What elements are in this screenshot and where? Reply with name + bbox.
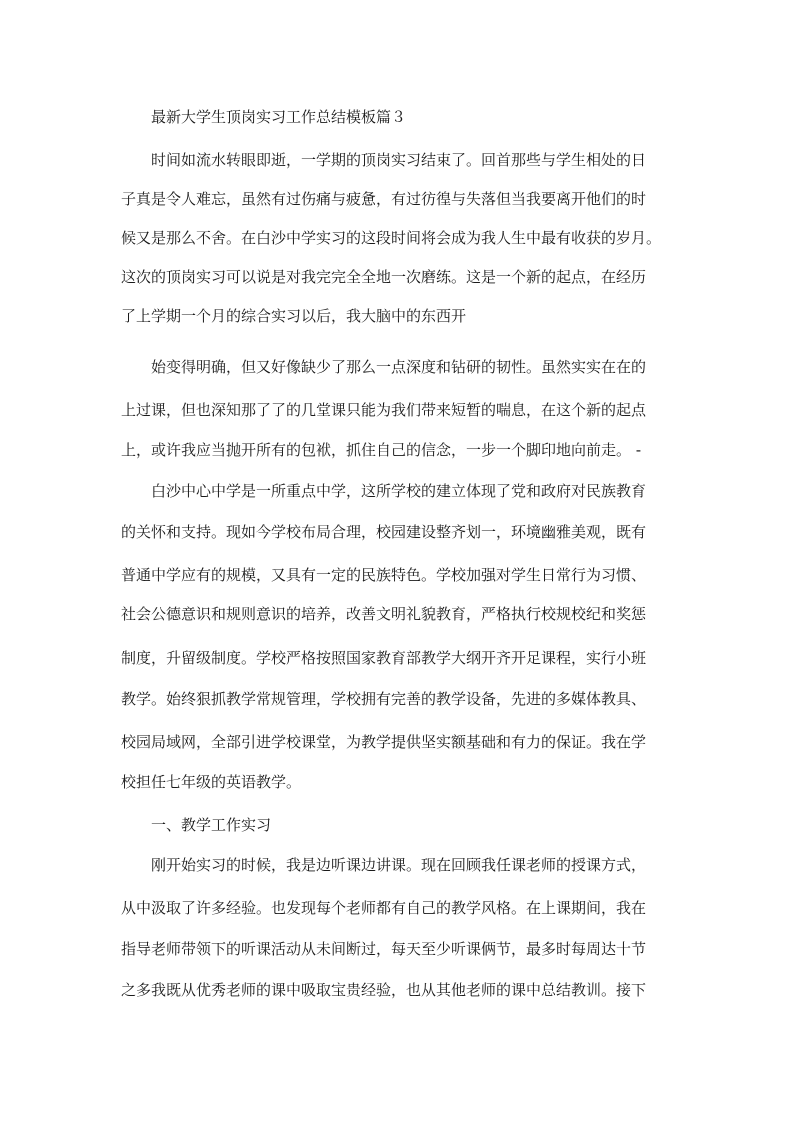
paragraph-line: 社会公德意识和规则意识的培养，改善文明礼貌教育，严格执行校规校纪和奖惩 bbox=[121, 605, 647, 623]
paragraph-line: 白沙中心中学是一所重点中学，这所学校的建立体现了党和政府对民族教育 bbox=[151, 482, 647, 500]
paragraph-line: 普通中学应有的规模，又具有一定的民族特色。学校加强对学生日常行为习惯、 bbox=[121, 566, 647, 584]
paragraph-line: 这次的顶岗实习可以说是对我完完全全地一次磨练。这是一个新的起点，在经历 bbox=[121, 268, 647, 286]
paragraph-line: 刚开始实习的时候，我是边听课边讲课。现在回顾我任课老师的授课方式， bbox=[151, 856, 647, 874]
paragraph-line: 校园局域网，全部引进学校课堂，为教学提供坚实额基础和有力的保证。我在学 bbox=[121, 733, 647, 751]
paragraph-line: 从中汲取了许多经验。也发现每个老师都有自己的教学风格。在上课期间，我在 bbox=[121, 899, 647, 917]
paragraph-line: 时间如流水转眼即逝，一学期的顶岗实习结束了。回首那些与学生相处的日 bbox=[151, 151, 647, 169]
paragraph-line: 制度，升留级制度。学校严格按照国家教育部教学大纲开齐开足课程，实行小班 bbox=[121, 649, 647, 667]
section-heading: 一、教学工作实习 bbox=[151, 816, 272, 834]
paragraph-line: 候又是那么不舍。在白沙中学实习的这段时间将会成为我人生中最有收获的岁月。 bbox=[121, 229, 662, 247]
paragraph-line: 上，或许我应当抛开所有的包袱，抓住自己的信念，一步一个脚印地向前走。 - bbox=[121, 441, 642, 459]
paragraph-line: 了上学期一个月的综合实习以后，我大脑中的东西开 bbox=[121, 307, 467, 325]
paragraph-line: 的关怀和支持。现如今学校布局合理，校园建设整齐划一，环境幽雅美观，既有 bbox=[121, 523, 647, 541]
paragraph-line: 之多我既从优秀老师的课中吸取宝贵经验，也从其他老师的课中总结教训。接下 bbox=[121, 981, 647, 999]
paragraph-line: 始变得明确，但又好像缺少了那么一点深度和钻研的韧性。虽然实实在在的 bbox=[151, 358, 647, 376]
paragraph-line: 校担任七年级的英语教学。 bbox=[121, 773, 302, 791]
paragraph-line: 子真是令人难忘，虽然有过伤痛与疲惫，有过彷徨与失落但当我要离开他们的时 bbox=[121, 190, 647, 208]
document-title: 最新大学生顶岗实习工作总结模板篇３ bbox=[151, 108, 407, 126]
paragraph-line: 上过课，但也深知那了了的几堂课只能为我们带来短暂的喘息，在这个新的起点 bbox=[121, 401, 647, 419]
paragraph-line: 教学。始终狠抓教学常规管理，学校拥有完善的教学设备，先进的多媒体教具、 bbox=[121, 690, 647, 708]
paragraph-line: 指导老师带领下的听课活动从未间断过，每天至少听课俩节，最多时每周达十节 bbox=[121, 940, 647, 958]
